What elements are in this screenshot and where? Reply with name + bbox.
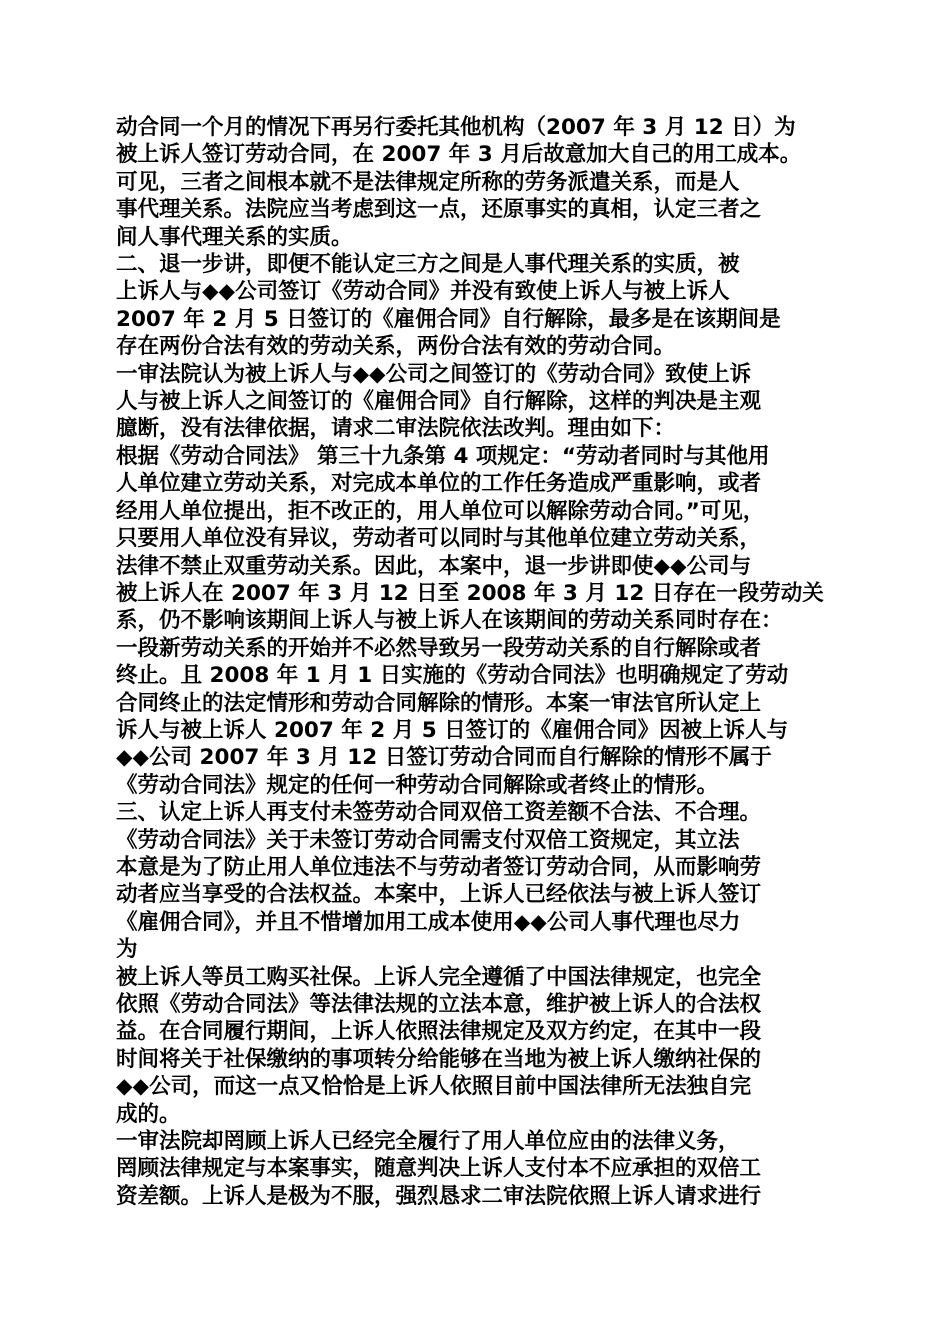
text-line: 时间将关于社保缴纳的事项转分给能够在当地为被上诉人缴纳社保的 [116,1046,762,1072]
text-line: 本意是为了防止用人单位违法不与劳动者签订劳动合同，从而影响劳 [116,854,762,880]
text-line: 存在两份合法有效的劳动关系，两份合法有效的劳动合同。 [116,334,676,360]
text-line: 二、退一步讲，即便不能认定三方之间是人事代理关系的实质，被 [116,252,740,278]
text-line: 成的。 [116,1101,181,1127]
text-line: 罔顾法律规定与本案事实，随意判决上诉人支付本不应承担的双倍工 [116,1156,762,1182]
text-line: 为 [116,937,138,963]
text-line: 被上诉人在 2007 年 3 月 12 日至 2008 年 3 月 12 日存在一段劳动关 [116,580,824,606]
text-line: 只要用人单位没有异议，劳动者可以同时与其他单位建立劳动关系， [116,526,762,552]
text-line: 事代理关系。法院应当考虑到这一点，还原事实的真相，认定三者之 [116,197,762,223]
text-line: 间人事代理关系的实质。 [116,224,353,250]
text-line: 系，仍不影响该期间上诉人与被上诉人在该期间的劳动关系同时存在： [116,608,783,634]
text-line: 被上诉人等员工购买社保。上诉人完全遵循了中国法律规定，也完全 [116,964,762,990]
text-line: 上诉人与◆◆公司签订《劳动合同》并没有致使上诉人与被上诉人 [116,279,730,305]
text-line: 被上诉人签订劳动合同，在 2007 年 3 月后故意加大自己的用工成本。 [116,142,802,168]
text-line: 《雇佣合同》，并且不惜增加用工成本使用◆◆公司人事代理也尽力 [116,909,741,935]
text-line: 终止。且 2008 年 1 月 1 日实施的《劳动合同法》也明确规定了劳动 [116,663,789,689]
text-line: 合同终止的法定情形和劳动合同解除的情形。本案一审法官所认定上 [116,690,762,716]
text-line: 人与被上诉人之间签订的《雇佣合同》自行解除，这样的判决是主观 [116,389,762,415]
text-line: ◆◆公司 2007 年 3 月 12 日签订劳动合同而自行解除的情形不属于 [116,745,772,771]
text-line: 诉人与被上诉人 2007 年 2 月 5 日签订的《雇佣合同》因被上诉人与 [116,717,789,743]
text-line: 《劳动合同法》关于未签订劳动合同需支付双倍工资规定，其立法 [116,827,740,853]
text-line: 动者应当享受的合法权益。本案中，上诉人已经依法与被上诉人签订 [116,882,762,908]
text-line: 益。在合同履行期间，上诉人依照法律规定及双方约定，在其中一段 [116,1019,762,1045]
text-line: 资差额。上诉人是极为不服，强烈恳求二审法院依照上诉人请求进行 [116,1183,762,1209]
document-body [116,114,846,1210]
text-line: 《劳动合同法》规定的任何一种劳动合同解除或者终止的情形。 [116,772,719,798]
text-line: 可见，三者之间根本就不是法律规定所称的劳务派遣关系，而是人 [116,169,740,195]
text-line: 动合同一个月的情况下再另行委托其他机构（2007 年 3 月 12 日）为 [116,115,796,140]
text-line: 2007 年 2 月 5 日签订的《雇佣合同》自行解除，最多是在该期间是 [116,306,781,332]
text-line: 依照《劳动合同法》等法律法规的立法本意，维护被上诉人的合法权 [116,992,762,1017]
text-line: 根据《劳动合同法》 第三十九条第 4 项规定：“劳动者同时与其他用 [116,443,770,469]
text-line: 人单位建立劳动关系，对完成本单位的工作任务造成严重影响，或者 [116,471,762,497]
text-line: 经用人单位提出，拒不改正的，用人单位可以解除劳动合同。”可见， [116,498,765,524]
text-line: 一审法院却罔顾上诉人已经完全履行了用人单位应由的法律义务， [116,1129,740,1155]
text-line: 法律不禁止双重劳动关系。因此，本案中，退一步讲即使◆◆公司与 [116,553,752,579]
text-line: ◆◆公司，而这一点又恰恰是上诉人依照目前中国法律所无法独自完 [116,1074,752,1100]
text-line: 臆断，没有法律依据，请求二审法院依法改判。理由如下： [116,416,676,442]
text-line: 一段新劳动关系的开始并不必然导致另一段劳动关系的自行解除或者 [116,635,762,661]
text-line: 一审法院认为被上诉人与◆◆公司之间签订的《劳动合同》致使上诉 [116,361,752,387]
text-line: 三、认定上诉人再支付未签劳动合同双倍工资差额不合法、不合理。 [116,800,762,826]
